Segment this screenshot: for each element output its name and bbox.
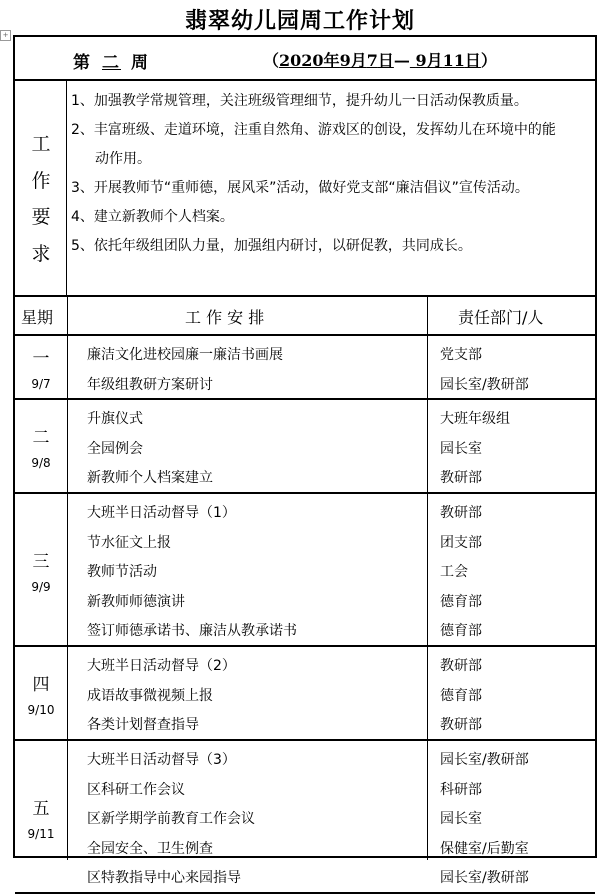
day-block <box>15 400 595 494</box>
day-label <box>15 547 67 594</box>
page-title: 翡翠幼儿园周工作计划 <box>184 8 415 34</box>
year-word: 年 <box>323 51 340 70</box>
day-date: 9/7 <box>31 377 51 391</box>
open-paren: （ <box>263 51 280 70</box>
task-item: 节水征文上报 <box>87 535 171 551</box>
task-item: 升旗仪式 <box>87 411 143 427</box>
responsible-item: 德育部 <box>440 594 482 610</box>
end-month-word: 月 <box>426 51 443 70</box>
responsible-item: 工会 <box>440 564 468 580</box>
day-label <box>15 794 67 841</box>
week-prefix: 第 <box>73 53 92 73</box>
date-underlined <box>279 51 394 70</box>
responsible-item: 德育部 <box>440 688 482 704</box>
req-label-char: 工 <box>31 133 51 155</box>
requirement-text: 1、加强教学常规管理，关注班级管理细节，提升幼儿一日活动保教质量。 <box>71 93 528 109</box>
requirement-text: 2、丰富班级、走道环境，注重自然角、游戏区的创设，发挥幼儿在环境中的能 <box>71 122 556 138</box>
responsible-item: 德育部 <box>440 623 482 639</box>
task-item: 大班半日活动督导（2） <box>87 658 236 674</box>
task-item: 年级组教研方案研讨 <box>87 377 213 393</box>
day-name: 四 <box>32 675 50 695</box>
req-label-char: 要 <box>31 206 51 228</box>
responsible-item: 园长室 <box>440 811 482 827</box>
task-item: 签订师德承诺书、廉洁从教承诺书 <box>87 623 297 639</box>
header-responsible: 责任部门/人 <box>458 308 544 327</box>
close-paren: ） <box>480 51 497 70</box>
day-name: 二 <box>32 428 50 448</box>
responsible-item: 科研部 <box>440 782 482 798</box>
day-name: 五 <box>32 799 50 819</box>
header-day: 星期 <box>21 308 54 327</box>
task-item: 全园安全、卫生例查 <box>87 841 213 857</box>
week-label <box>73 48 150 73</box>
table-move-handle[interactable]: + <box>0 30 11 41</box>
requirements-list <box>71 87 591 261</box>
year: 2020 <box>279 51 324 70</box>
week-row <box>15 37 595 81</box>
day-label <box>15 344 67 391</box>
requirements-label <box>15 81 67 295</box>
day-block <box>15 647 595 741</box>
requirement-item <box>71 203 591 232</box>
responsible-item: 教研部 <box>440 717 482 733</box>
requirement-item <box>71 232 591 261</box>
requirement-text: 4、建立新教师个人档案。 <box>71 209 234 225</box>
responsible-item: 教研部 <box>440 470 482 486</box>
week-suffix: 周 <box>131 53 150 73</box>
responsible-item: 园长室/教研部 <box>440 377 529 393</box>
responsible-item: 教研部 <box>440 505 482 521</box>
day-name: 三 <box>32 552 50 572</box>
task-item: 区新学期学前教育工作会议 <box>87 811 255 827</box>
task-item: 大班半日活动督导（3） <box>87 752 236 768</box>
requirement-text: 5、依托年级组团队力量，加强组内研讨，以研促教，共同成长。 <box>71 238 472 254</box>
responsible-item: 园长室/教研部 <box>440 870 529 886</box>
day-name: 一 <box>32 349 50 369</box>
week-number: 二 <box>102 53 121 73</box>
day-word: 日 <box>377 51 394 70</box>
responsible-item: 园长室 <box>440 441 482 457</box>
responsible-item: 园长室/教研部 <box>440 752 529 768</box>
plan-table <box>13 35 597 886</box>
table-header <box>15 297 595 336</box>
month-word: 月 <box>350 51 367 70</box>
task-item: 成语故事微视频上报 <box>87 688 213 704</box>
day-block <box>15 741 595 894</box>
end-day-word: 日 <box>464 51 481 70</box>
task-item: 各类计划督查指导 <box>87 717 199 733</box>
day-block <box>15 494 595 647</box>
task-item: 新教师个人档案建立 <box>87 470 213 486</box>
week-date-range <box>263 48 497 71</box>
day-date: 9/9 <box>31 580 51 594</box>
task-item: 廉洁文化进校园廉一廉洁书画展 <box>87 347 283 363</box>
requirement-text-cont: 动作用。 <box>95 151 151 167</box>
req-label-char: 求 <box>31 243 51 265</box>
requirement-item <box>71 116 591 174</box>
task-item: 区科研工作会议 <box>87 782 185 798</box>
start-day: 7 <box>366 51 378 70</box>
day-block <box>15 336 595 400</box>
responsible-item: 教研部 <box>440 658 482 674</box>
requirement-text: 3、开展教师节“重师德，展风采”活动，做好党支部“廉洁倡议”宣传活动。 <box>71 180 529 196</box>
day-date: 9/8 <box>31 456 51 470</box>
task-item: 区特教指导中心来园指导 <box>87 870 241 886</box>
dash: — <box>393 51 410 70</box>
responsible-item: 党支部 <box>440 347 482 363</box>
task-item: 大班半日活动督导（1） <box>87 505 236 521</box>
requirement-item <box>71 174 591 203</box>
day-date: 9/10 <box>27 703 55 717</box>
start-month: 9 <box>339 51 351 70</box>
task-item: 教师节活动 <box>87 564 157 580</box>
responsible-item: 团支部 <box>440 535 482 551</box>
header-work: 工 作 安 排 <box>185 308 265 327</box>
responsible-item: 保健室/后勤室 <box>440 841 529 857</box>
day-label <box>15 423 67 470</box>
task-item: 全园例会 <box>87 441 143 457</box>
end-date-underlined <box>410 51 481 70</box>
requirements-section <box>15 81 595 297</box>
day-label <box>15 670 67 717</box>
req-label-char: 作 <box>31 170 51 192</box>
end-month: 9 <box>415 51 427 70</box>
day-date: 9/11 <box>27 827 55 841</box>
requirement-item <box>71 87 591 116</box>
task-item: 新教师师德演讲 <box>87 594 185 610</box>
end-day: 11 <box>442 51 465 70</box>
responsible-item: 大班年级组 <box>440 411 510 427</box>
